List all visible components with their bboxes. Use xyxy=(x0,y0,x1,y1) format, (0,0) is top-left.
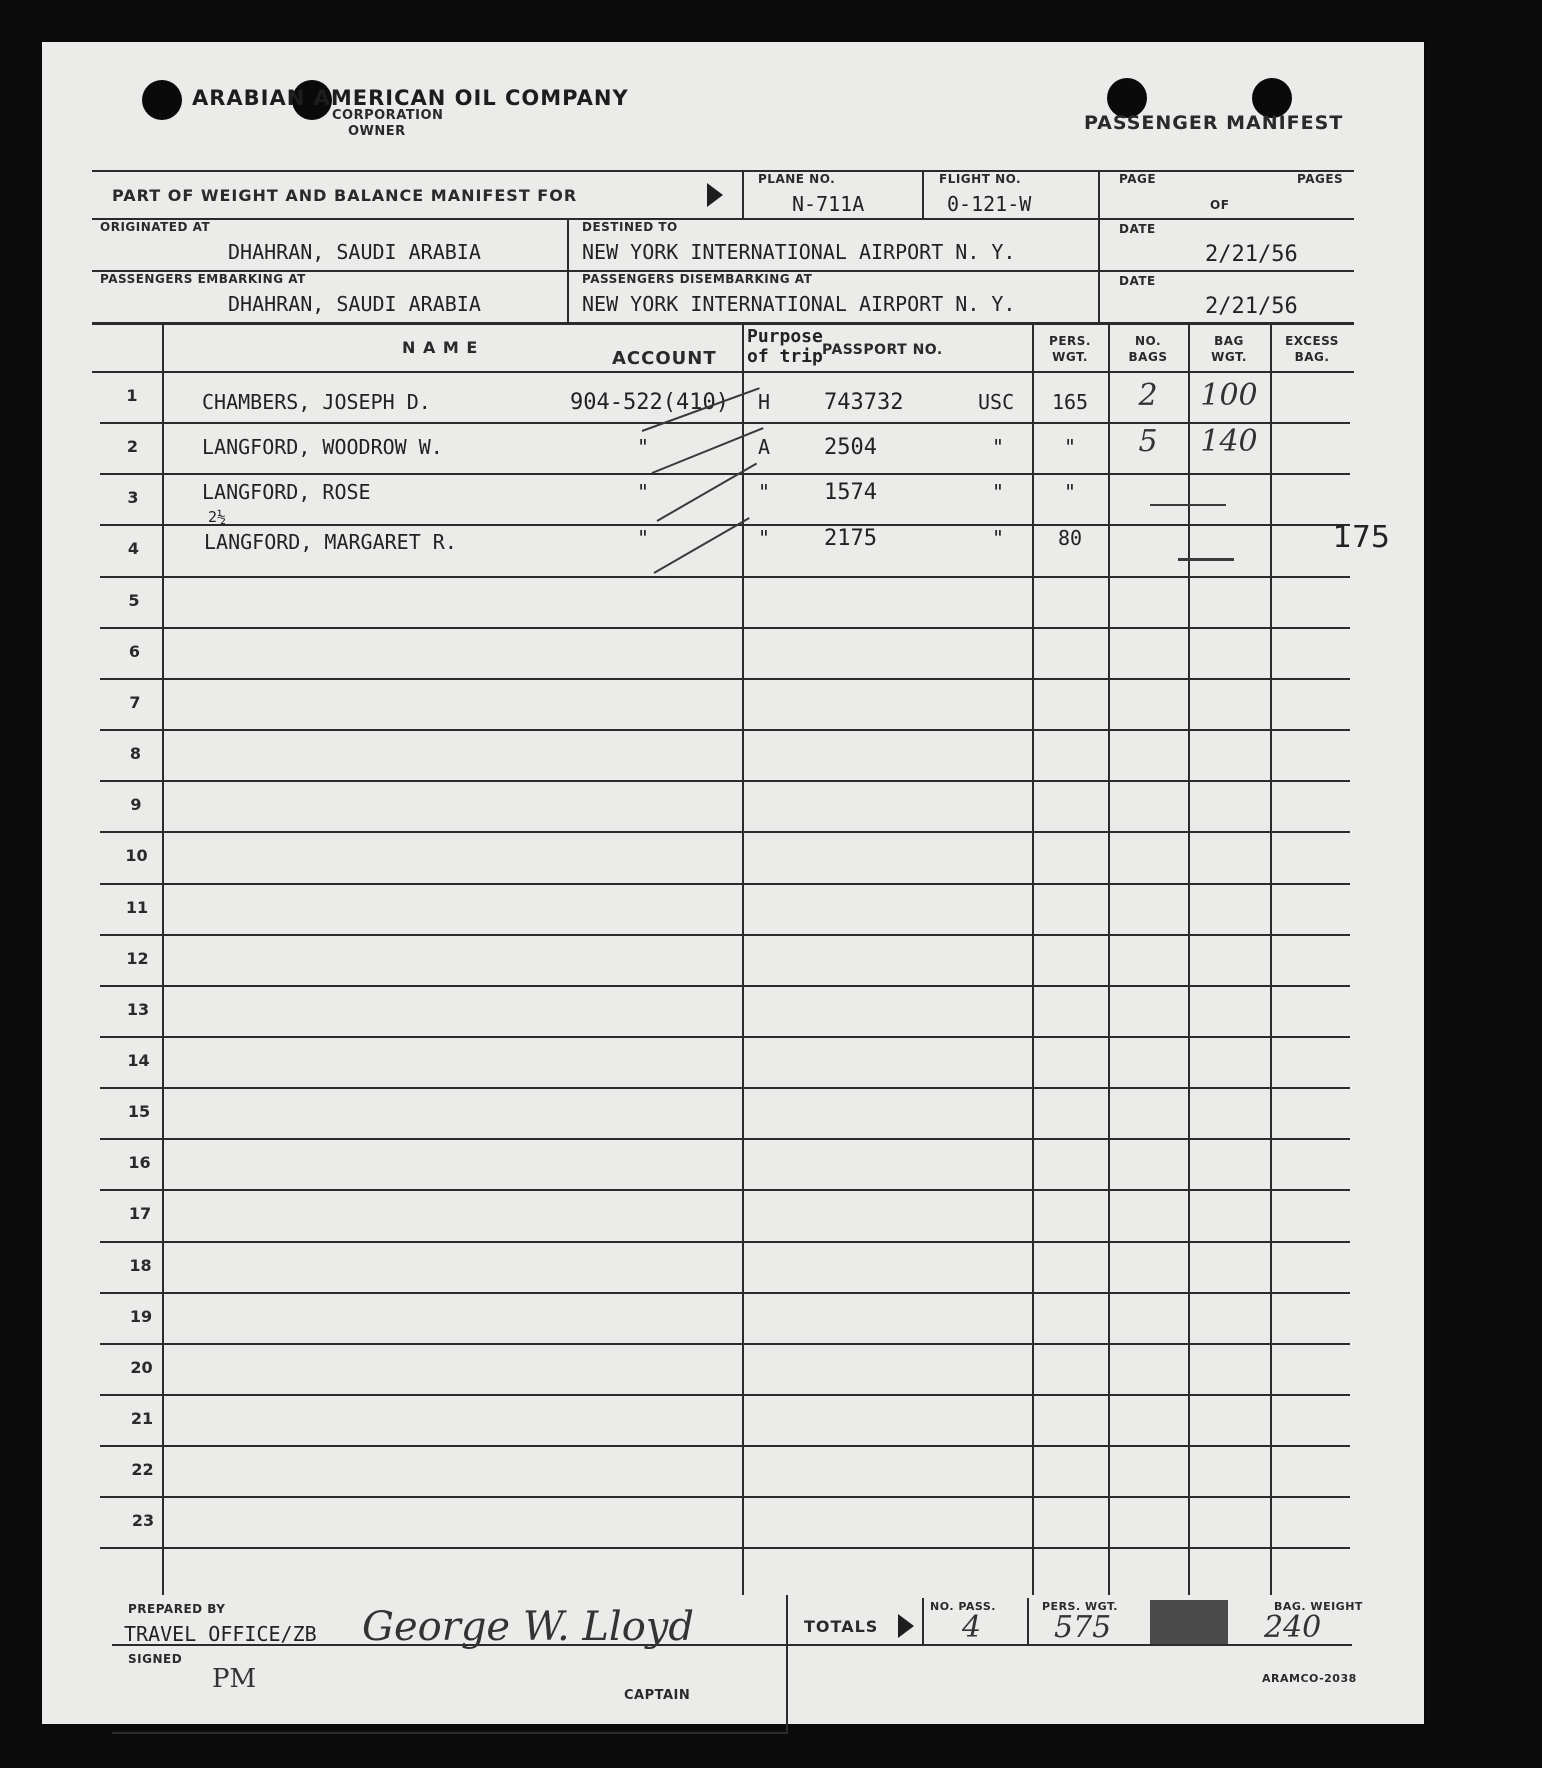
disembarking-value: NEW YORK INTERNATIONAL AIRPORT N. Y. xyxy=(582,292,1016,316)
row-divider xyxy=(100,1189,1350,1191)
passenger-purpose: " xyxy=(758,526,771,550)
passenger-purpose: " xyxy=(758,480,771,504)
excess-bag-header: BAG. xyxy=(1294,350,1330,364)
excess-header: EXCESS xyxy=(1285,334,1339,348)
row-number: 10 xyxy=(125,846,148,865)
row-divider xyxy=(100,1241,1350,1243)
row-number: 5 xyxy=(128,591,140,610)
row-number: 9 xyxy=(130,795,142,814)
flight-no-label: FLIGHT NO. xyxy=(939,172,1022,186)
signed-initials: PM xyxy=(212,1664,257,1694)
row-divider xyxy=(100,1394,1350,1396)
arrow-right-icon xyxy=(898,1614,914,1638)
passenger-note: 2½ xyxy=(208,508,227,526)
bag-wgt-header: BAG xyxy=(1214,334,1244,348)
row-number: 3 xyxy=(127,488,139,507)
passenger-nationality: USC xyxy=(978,390,1015,414)
passenger-name: LANGFORD, MARGARET R. xyxy=(204,530,457,554)
row-number: 23 xyxy=(131,1511,155,1530)
passenger-weight: 165 xyxy=(1051,390,1089,414)
no-pass-label: NO. PASS. xyxy=(930,1600,996,1613)
passenger-bag-weight: 100 xyxy=(1200,378,1258,413)
passenger-account: " xyxy=(637,435,650,459)
date-value: 2/21/56 xyxy=(1205,294,1298,319)
embarking-label: PASSENGERS EMBARKING AT xyxy=(100,272,306,286)
row-divider xyxy=(100,934,1350,936)
plane-no-label: PLANE NO. xyxy=(758,172,836,186)
row-number: 21 xyxy=(130,1409,154,1428)
account-header: ACCOUNT xyxy=(612,348,717,369)
embarking-value: DHAHRAN, SAUDI ARABIA xyxy=(228,292,481,316)
owner-label: OWNER xyxy=(348,124,406,139)
prepared-by-label: PREPARED BY xyxy=(128,1602,226,1616)
signature: George W. Lloyd xyxy=(362,1604,695,1650)
company-name: ARABIAN AMERICAN OIL COMPANY xyxy=(192,86,629,110)
row-divider xyxy=(100,1547,1350,1549)
disembarking-label: PASSENGERS DISEMBARKING AT xyxy=(582,272,813,286)
bag-weight-total-value: 240 xyxy=(1264,1610,1322,1645)
row-divider xyxy=(100,524,1350,526)
row-divider xyxy=(100,473,1350,475)
captain-label: CAPTAIN xyxy=(624,1688,691,1703)
row-divider xyxy=(100,883,1350,885)
flight-no-value: 0-121-W xyxy=(947,192,1032,216)
passenger-bag-weight: 140 xyxy=(1200,424,1258,459)
row-number: 4 xyxy=(127,539,140,558)
row-number: 11 xyxy=(125,898,149,917)
page-label: PAGE xyxy=(1119,172,1157,186)
passenger-purpose: H xyxy=(758,390,771,414)
corporation-label: CORPORATION xyxy=(332,108,444,123)
row-divider xyxy=(100,576,1350,578)
destined-label: DESTINED TO xyxy=(582,220,678,234)
row-number: 15 xyxy=(127,1102,151,1121)
no-pass-value: 4 xyxy=(962,1610,982,1645)
row-divider xyxy=(100,985,1350,987)
row-number: 18 xyxy=(129,1256,152,1275)
passenger-passport: 1574 xyxy=(824,480,877,505)
no-bags-header: NO. xyxy=(1134,334,1162,348)
originated-value: DHAHRAN, SAUDI ARABIA xyxy=(228,240,481,264)
row-number: 16 xyxy=(128,1153,151,1172)
passenger-bags: 5 xyxy=(1138,424,1158,459)
passenger-name: LANGFORD, ROSE xyxy=(202,480,371,504)
passenger-weight: " xyxy=(1063,480,1077,504)
row-divider xyxy=(100,1445,1350,1447)
pages-label: PAGES xyxy=(1297,172,1344,186)
passenger-nationality: " xyxy=(992,480,1005,504)
date-value: 2/21/56 xyxy=(1205,242,1298,267)
bag-wgt-header-2: WGT. xyxy=(1211,350,1247,364)
row-divider xyxy=(100,780,1350,782)
passenger-passport: 2504 xyxy=(824,435,877,460)
of-label: OF xyxy=(1210,198,1230,212)
row-divider xyxy=(100,1036,1350,1038)
purpose-header: Purpose xyxy=(747,326,823,347)
part-of-label: PART OF WEIGHT AND BALANCE MANIFEST FOR xyxy=(112,186,578,205)
document-title: PASSENGER MANIFEST xyxy=(1084,112,1344,134)
passenger-bags: 2 xyxy=(1138,378,1158,413)
row-number: 6 xyxy=(128,642,141,661)
passenger-passport: 2175 xyxy=(824,526,877,551)
row-divider xyxy=(100,831,1350,833)
row-number: 20 xyxy=(130,1358,153,1377)
passenger-nationality: " xyxy=(992,435,1005,459)
row-divider xyxy=(100,1087,1350,1089)
prepared-by-value: TRAVEL OFFICE/ZB xyxy=(124,1622,317,1646)
totals-label: TOTALS xyxy=(804,1617,879,1636)
row-number: 17 xyxy=(128,1204,152,1223)
row-number: 12 xyxy=(126,949,149,968)
of-trip-header: of trip xyxy=(747,346,823,367)
row-number: 14 xyxy=(127,1051,150,1070)
no-bags-header-2: BAGS xyxy=(1128,350,1168,364)
date-label: DATE xyxy=(1119,274,1156,288)
passenger-excess-bag: 175 xyxy=(1332,520,1390,555)
row-divider xyxy=(100,1496,1350,1498)
destined-value: NEW YORK INTERNATIONAL AIRPORT N. Y. xyxy=(582,240,1016,264)
form-number: ARAMCO-2038 xyxy=(1262,1672,1357,1685)
manifest-sheet xyxy=(42,42,1424,1724)
row-number: 22 xyxy=(131,1460,154,1479)
date-label: DATE xyxy=(1119,222,1156,236)
shaded-total-cell xyxy=(1150,1600,1228,1644)
signed-label: SIGNED xyxy=(128,1652,183,1666)
row-number: 8 xyxy=(129,744,142,763)
passport-header: PASSPORT NO. xyxy=(822,342,943,358)
row-number: 1 xyxy=(126,386,138,405)
passenger-name: CHAMBERS, JOSEPH D. xyxy=(202,390,431,414)
row-divider xyxy=(100,678,1350,680)
row-divider xyxy=(100,627,1350,629)
row-divider xyxy=(100,1138,1350,1140)
row-divider xyxy=(100,729,1350,731)
row-number: 7 xyxy=(129,693,141,712)
passenger-name: LANGFORD, WOODROW W. xyxy=(202,435,443,459)
row-number: 2 xyxy=(126,437,139,456)
row-number: 13 xyxy=(126,1000,150,1019)
plane-no-value: N-711A xyxy=(792,192,865,216)
passenger-account: " xyxy=(637,526,650,550)
passenger-account: " xyxy=(637,480,650,504)
punch-hole xyxy=(142,80,182,120)
name-header: N A M E xyxy=(402,338,479,357)
pers-wgt-total-value: 575 xyxy=(1054,1610,1112,1645)
row-divider xyxy=(92,371,1354,373)
bag-weight-total-label: BAG. WEIGHT xyxy=(1274,1600,1363,1613)
passenger-account: 904-522(410) xyxy=(570,390,729,415)
row-divider xyxy=(100,1343,1350,1345)
row-divider xyxy=(100,1292,1350,1294)
passenger-weight: " xyxy=(1063,435,1077,459)
passenger-passport: 743732 xyxy=(824,390,904,415)
pers-header: PERS. xyxy=(1049,334,1091,348)
arrow-right-icon xyxy=(707,183,723,207)
pers-wgt-total-label: PERS. WGT. xyxy=(1042,1600,1118,1613)
passenger-weight: 80 xyxy=(1057,526,1083,550)
passenger-nationality: " xyxy=(992,526,1005,550)
passenger-purpose: A xyxy=(758,435,771,459)
pers-wgt-header: WGT. xyxy=(1052,350,1088,364)
row-number: 19 xyxy=(129,1307,153,1326)
originated-label: ORIGINATED AT xyxy=(100,220,211,234)
